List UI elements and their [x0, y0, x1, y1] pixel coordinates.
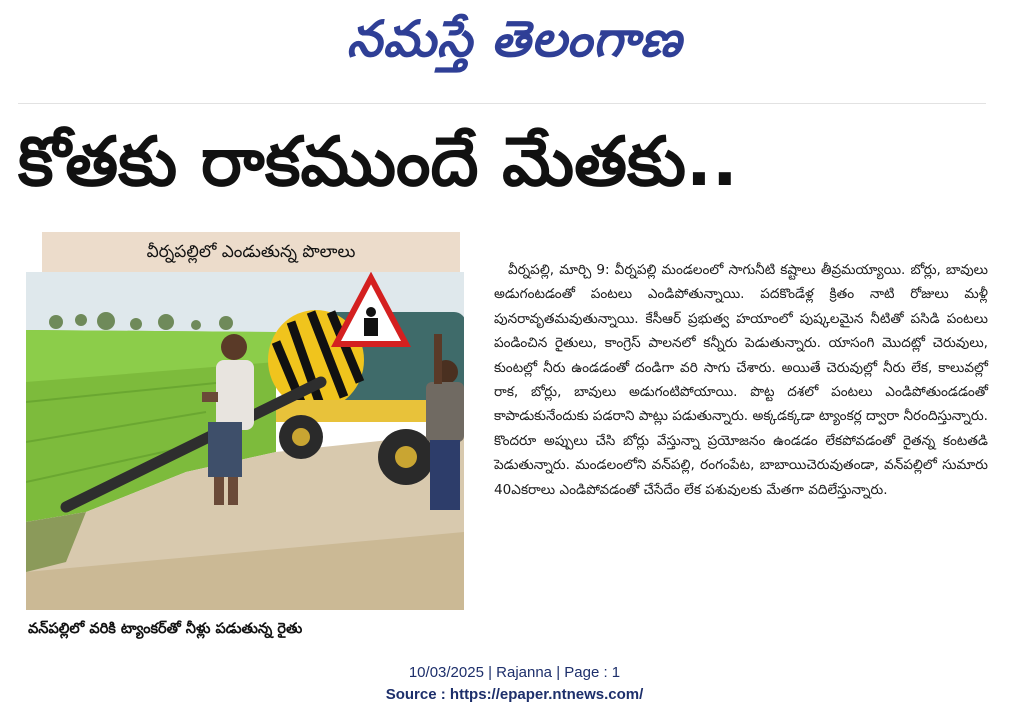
- headline: కోతకు రాకముందే మేతకు..: [18, 123, 738, 202]
- photo-kicker: వీర్నపల్లిలో ఎండుతున్న పొలాలు: [42, 232, 460, 272]
- footer-edition-info: 10/03/2025 | Rajanna | Page : 1: [408, 664, 621, 681]
- newspaper-logo: నమస్తే తెలంగాణ: [346, 10, 683, 68]
- article-body: వీర్నపల్లి, మార్చి 9: వీర్నపల్లి మండలంలో సాగునీటి కష్టాలు తీవ్రమయ్యాయి. బోర్లు, బావులు అడుగంటడంతో పంటలు ఎండిపోతున్నాయి. పదకొండేళ్ల క్రితం నాటి రోజులు మళ్లీ పునరావృతమవుతున్నాయి. కేసీఆర్ ప్రభుత్వ హయాంలో పుష్కలమైన నీటితో పసిడి పంటలు పండించిన రైతులు, కాంగ్రెస్ పాలనలో కన్నీరు పెడుతున్నారు. యాసంగి మొదట్లో చెరువులు, కుంటల్లో నీరు ఉండడంతో దండిగా వరి సాగు చేశారు. అయితే చెరువుల్లో నీరు లేక, కాలువల్లో రాక, బోర్లు, బావులు అడుగంటిపోయాయి. పొట్ట దశలో పంటలు ఎండిపోతుండడంతో కాపాడుకునేందుకు పడరాని పాట్లు పడుతున్నారు. అక్కడక్కడా ట్యాంకర్ల ద్వారా నీరందిస్తున్నారు. కొందరూ అప్పులు చేసి బోర్లు వేస్తున్నా ప్రయోజనం ఉండడం లేకపోవడంతో రైతన్న కంటతడి పెడుతున్నారు. మండలంలోని వన్‌పల్లి, రంగంపేట, బాబాయిచెరువుతండా, వన్‌పల్లిలో సుమారు 40ఎకరాలు ఎండిపోవడంతో చేసేదేం లేక పశువులకు మేతగా వదిలేస్తున్నారు.: [494, 262, 988, 498]
- divider: [18, 103, 986, 104]
- field-tanker-illustration: [26, 272, 464, 610]
- source-link[interactable]: https://epaper.ntnews.com/: [449, 686, 644, 703]
- source-label: Source :: [385, 686, 450, 703]
- news-photo: [26, 272, 464, 610]
- masthead: [0, 4, 1029, 74]
- photo-caption: వన్‌పల్లిలో వరికి ట్యాంకర్‌తో నీళ్లు పడుతున్న రైతు: [28, 621, 303, 637]
- footer-source: [0, 686, 1029, 703]
